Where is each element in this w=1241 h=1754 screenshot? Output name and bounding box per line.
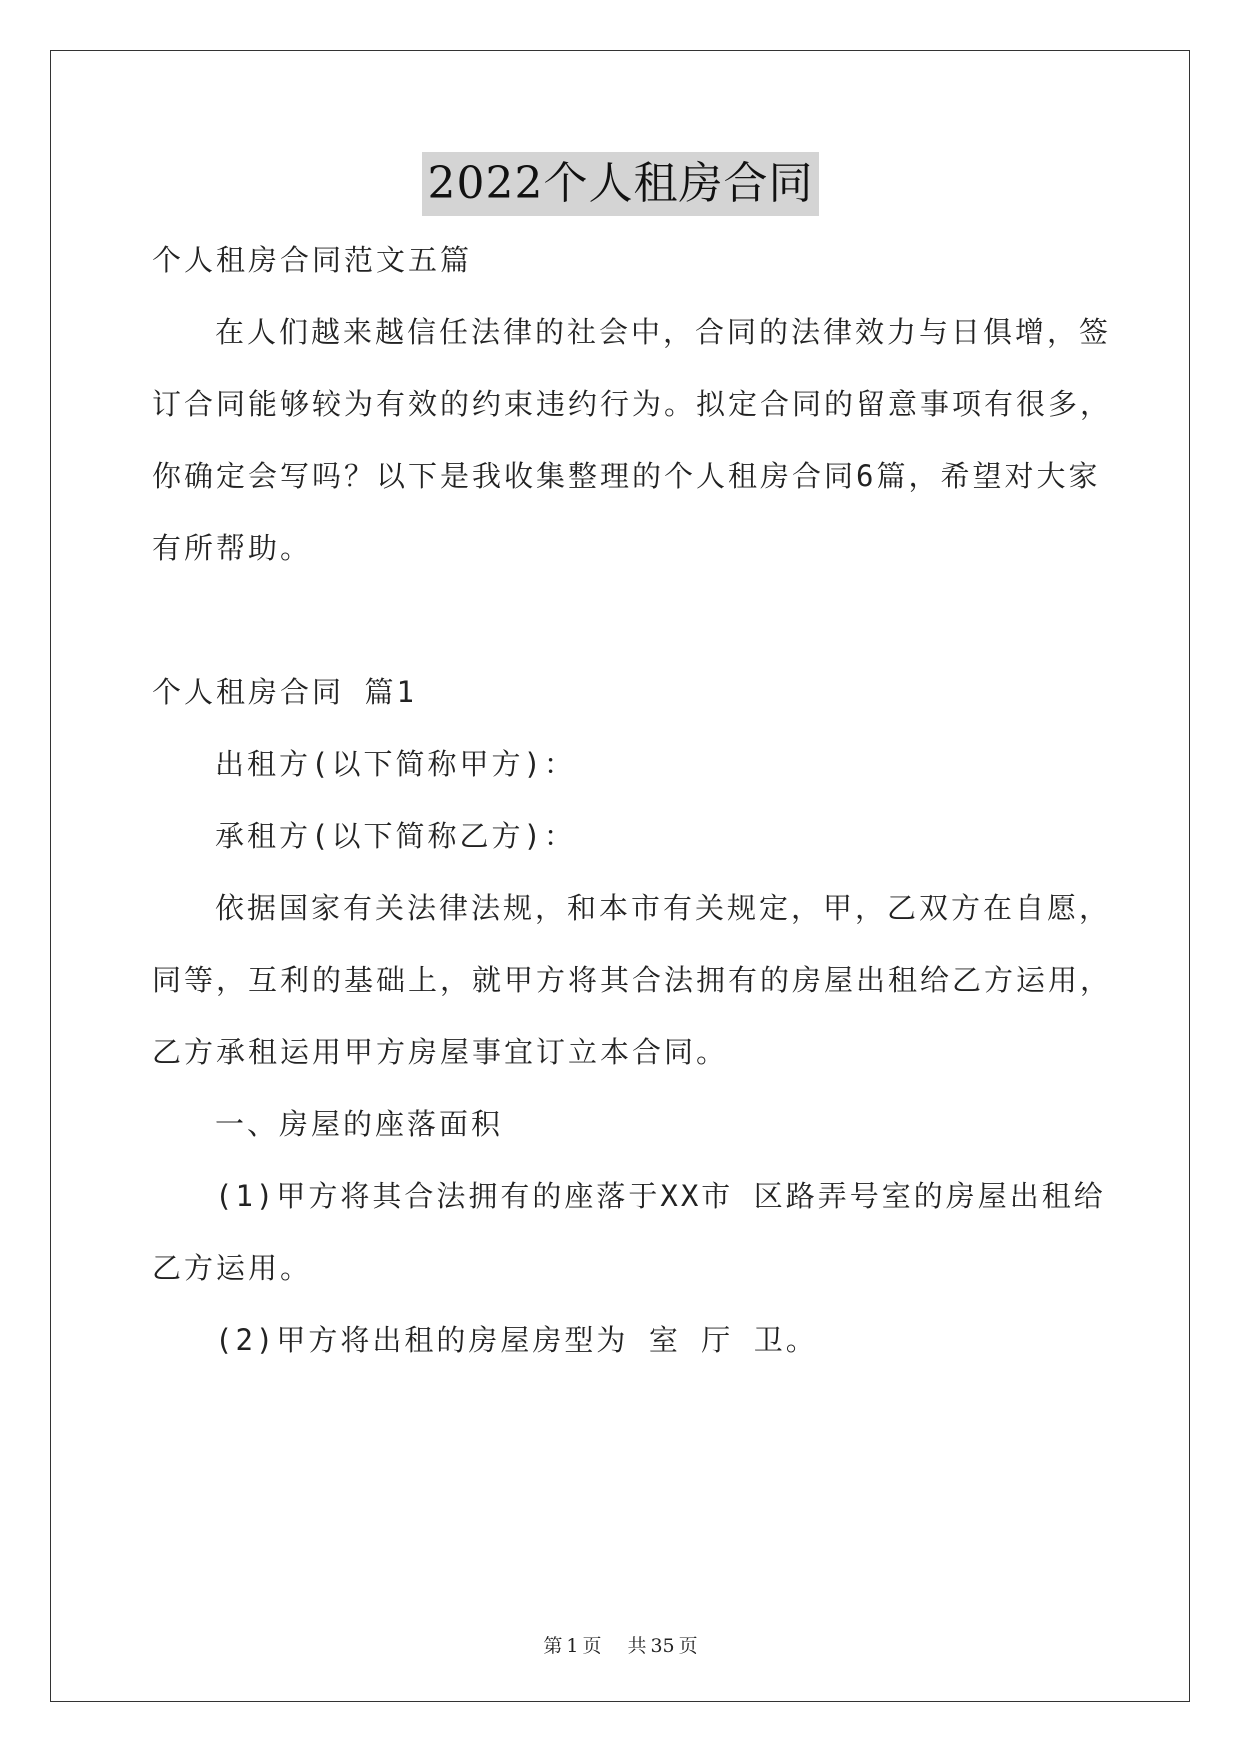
title-container: [0, 152, 1241, 216]
page-border: [50, 50, 1190, 1702]
paragraph-line: 乙方承租运用甲方房屋事宜订立本合同。: [152, 1035, 729, 1069]
paragraph-line: 你确定会写吗？以下是我收集整理的个人租房合同6篇，希望对大家: [152, 459, 1101, 493]
document-title: 2022个人租房合同: [422, 152, 820, 216]
page-number: 1: [566, 1635, 579, 1657]
lessor-line: 出租方(以下简称甲方)：: [215, 747, 576, 781]
total-suffix: 页: [678, 1635, 698, 1657]
clause-item: (2)甲方将出租的房屋房型为 室 厅 卫。: [215, 1323, 818, 1357]
subtitle: 个人租房合同范文五篇: [152, 243, 473, 277]
total-prefix: 共: [627, 1635, 647, 1657]
paragraph-line: 依据国家有关法律法规，和本市有关规定，甲，乙双方在自愿，: [215, 891, 1112, 925]
clause-item: 乙方运用。: [152, 1251, 313, 1285]
section-heading: 个人租房合同 篇1: [152, 675, 417, 709]
paragraph-line: 有所帮助。: [152, 531, 313, 565]
clause-item: (1)甲方将其合法拥有的座落于XX市 区路弄号室的房屋出租给: [215, 1179, 1106, 1213]
page-footer: [0, 1631, 1241, 1658]
clause-heading: 一、房屋的座落面积: [215, 1107, 504, 1141]
page-prefix: 第: [543, 1635, 563, 1657]
total-pages: 35: [650, 1635, 675, 1657]
paragraph-line: 同等，互利的基础上，就甲方将其合法拥有的房屋出租给乙方运用，: [152, 963, 1113, 997]
lessee-line: 承租方(以下简称乙方)：: [215, 819, 576, 853]
paragraph-line: 订合同能够较为有效的约束违约行为。拟定合同的留意事项有很多，: [152, 387, 1113, 421]
paragraph-line: 在人们越来越信任法律的社会中，合同的法律效力与日俱增，签: [215, 315, 1112, 349]
page-suffix: 页: [582, 1635, 602, 1657]
